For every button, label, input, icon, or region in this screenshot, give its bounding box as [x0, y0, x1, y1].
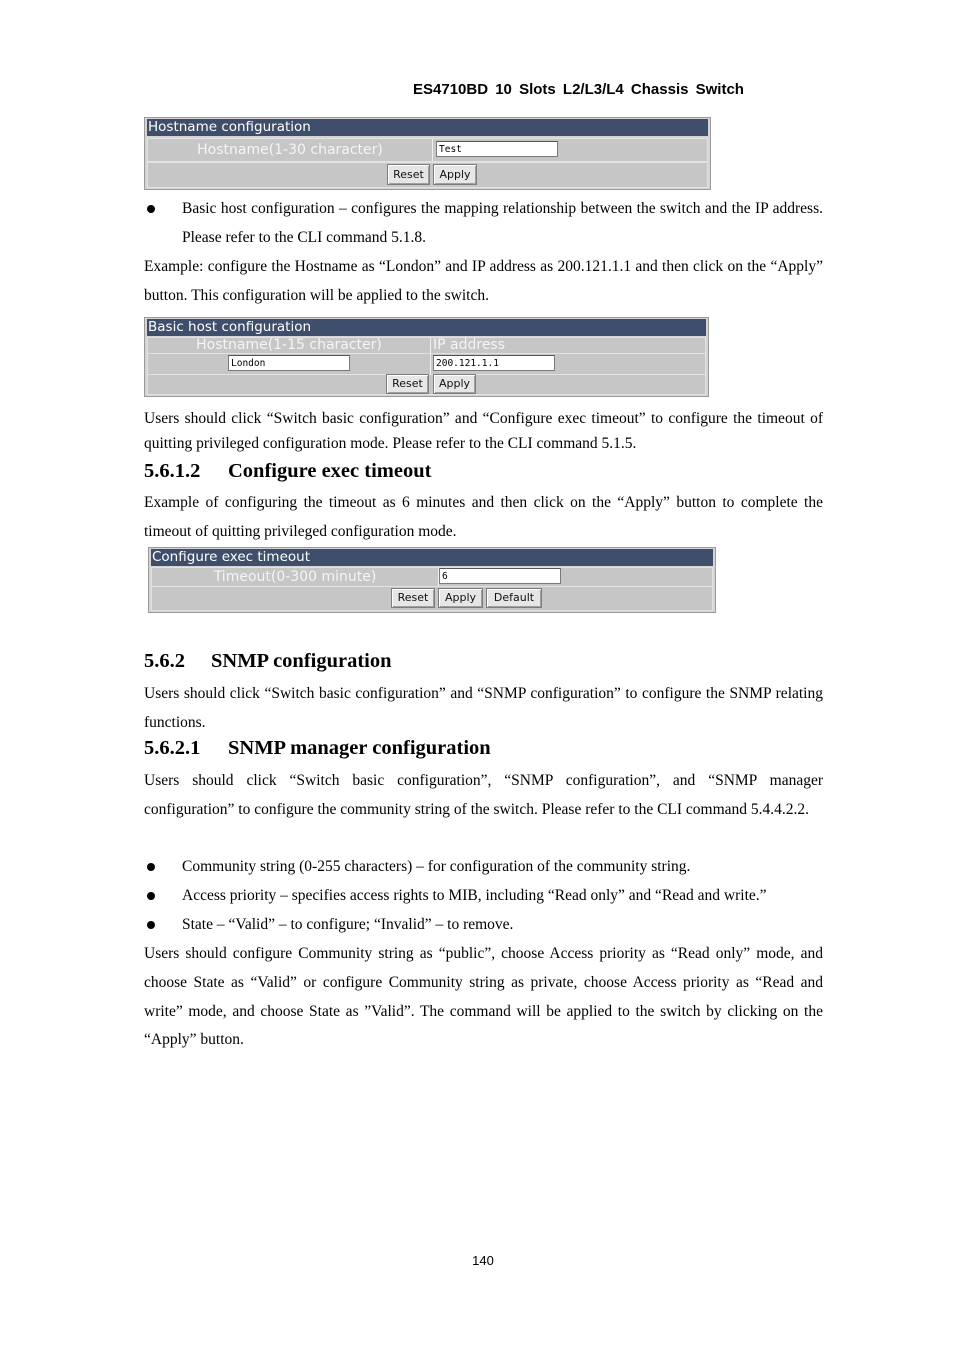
bullet-text: Basic host configuration – configures the mapping relationship between the switch and the IP address. Please refer to the CLI command 5.1.8. — [182, 200, 823, 246]
bullet-dot — [147, 863, 155, 871]
reset-button[interactable]: Reset — [386, 374, 429, 394]
panel-title: Hostname configuration — [147, 119, 708, 136]
bullet-dot — [147, 205, 155, 213]
paragraph: Example: configure the Hostname as “London” and IP address as 200.121.1.1 and then click on the “Apply” button. This configuration will be applied to the switch. — [144, 258, 823, 304]
paragraph: Users should click “Switch basic configuration”, “SNMP configuration”, and “SNMP manager configuration” to configure the community string of the switch. Please refer to the CLI command 5.4.4.2.2. — [144, 772, 823, 818]
hostname-input[interactable]: Test — [436, 141, 558, 157]
hostname-configuration-panel — [144, 117, 711, 190]
section-heading — [144, 650, 392, 673]
bullet-text: Access priority – specifies access rights to MIB, including “Read only” and “Read and write.” — [182, 887, 767, 904]
panel-title: Configure exec timeout — [151, 549, 713, 566]
button-row — [147, 374, 706, 395]
page-number: 140 — [472, 1253, 494, 1268]
button-row — [147, 162, 708, 188]
bullet-text: Community string (0-255 characters) – for configuration of the community string. — [182, 858, 691, 875]
paragraph: Example of configuring the timeout as 6 minutes and then click on the “Apply” button to complete the timeout of quitting privileged configuration mode. — [144, 494, 823, 540]
panel-title: Basic host configuration — [147, 319, 706, 336]
section-number: 5.6.2 — [144, 650, 185, 672]
basic-host-configuration-panel — [144, 317, 709, 397]
timeout-row — [151, 567, 713, 587]
ip-address-input[interactable]: 200.121.1.1 — [433, 355, 555, 371]
input-row — [147, 353, 706, 375]
paragraph: Users should click “Switch basic configuration” and “SNMP configuration” to configure the SNMP relating functions. — [144, 685, 823, 731]
list-item — [144, 911, 823, 940]
hostname-label: Hostname(1-30 character) — [197, 142, 383, 158]
hostname-input[interactable]: London — [228, 355, 350, 371]
header-row — [147, 337, 706, 354]
reset-button[interactable]: Reset — [387, 164, 430, 185]
list-item — [144, 195, 823, 253]
paragraph: Users should configure Community string as “public”, choose Access priority as “Read only” mode, and choose State as “Valid” or configure Community string as private, choose Access priority as “Read and write” mode, and choose State as ”Valid”. The command will be applied to the switch by clicking on the “Apply” button. — [144, 945, 823, 1049]
apply-button[interactable]: Apply — [433, 164, 477, 185]
timeout-label: Timeout(0-300 minute) — [213, 569, 377, 585]
bullet-text: State – “Valid” – to configure; “Invalid” – to remove. — [182, 916, 514, 933]
bullet-dot — [147, 892, 155, 900]
apply-button[interactable]: Apply — [433, 374, 476, 394]
default-button[interactable]: Default — [486, 588, 542, 608]
paragraph: Users should click “Switch basic configuration” and “Configure exec timeout” to configure the timeout of quitting privileged configuration mode. Please refer to the CLI command 5.1.5. — [144, 410, 823, 452]
hostname-row — [147, 138, 708, 162]
list-item — [144, 882, 823, 911]
section-number: 5.6.2.1 — [144, 737, 201, 759]
hostname-column-label: Hostname(1-15 character) — [196, 337, 382, 353]
section-title: SNMP configuration — [211, 650, 392, 672]
button-row — [151, 586, 713, 611]
configure-exec-timeout-panel — [148, 547, 716, 613]
ip-column-label: IP address — [433, 337, 506, 353]
bullet-dot — [147, 921, 155, 929]
section-title: Configure exec timeout — [228, 460, 432, 482]
list-item — [144, 853, 823, 882]
timeout-input[interactable]: 6 — [439, 568, 561, 584]
section-title: SNMP manager configuration — [228, 737, 491, 759]
apply-button[interactable]: Apply — [438, 588, 483, 608]
section-heading — [144, 737, 491, 760]
reset-button[interactable]: Reset — [391, 588, 435, 608]
section-number: 5.6.1.2 — [144, 460, 201, 482]
running-header: ES4710BD 10 Slots L2/L3/L4 Chassis Switch — [413, 81, 744, 98]
section-heading — [144, 460, 431, 483]
